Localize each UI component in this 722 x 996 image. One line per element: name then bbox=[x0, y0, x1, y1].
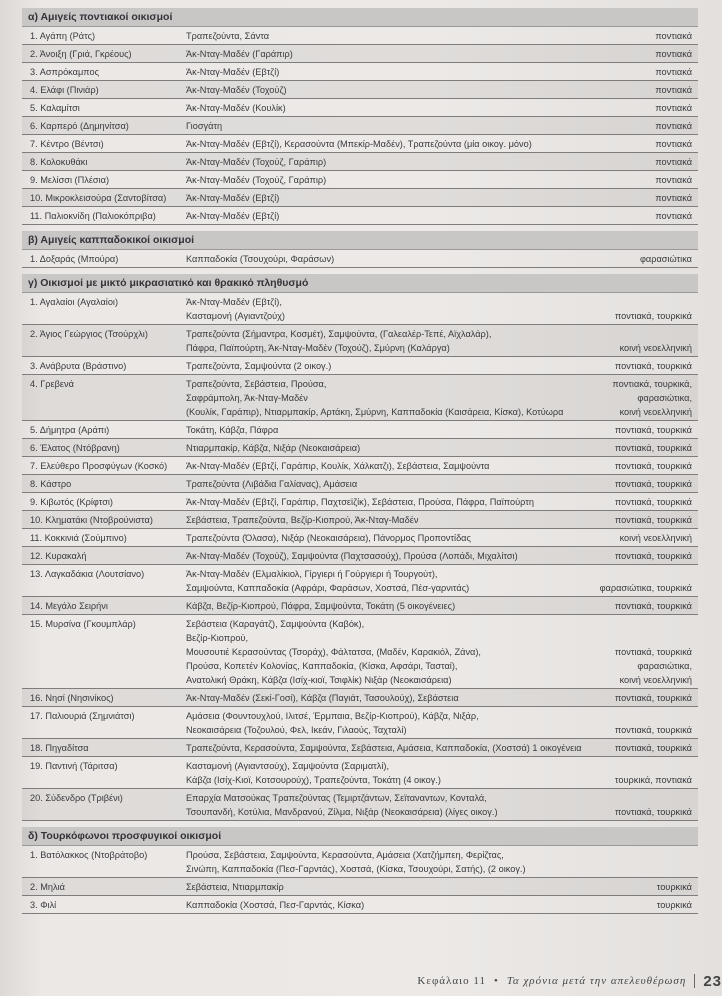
settlement-name: 8. Κάστρο bbox=[30, 479, 72, 489]
origin-cell bbox=[180, 135, 580, 152]
dialect-cell bbox=[580, 325, 698, 356]
dialect-line: ποντιακά bbox=[655, 193, 692, 203]
settlement-name: 11. Παλιοκνίδη (Παλιοκόπριβα) bbox=[30, 211, 156, 221]
origin-cell bbox=[180, 529, 580, 546]
origin-line: Τραπεζούντα (Σήμαντρα, Κοσμέτ), Σαμψούντα, (Γαλεαλέρ-Τεπέ, Αϊχλαλάρ), bbox=[186, 329, 492, 339]
origin-line: Άκ-Νταγ-Μαδέν (Εβτζί, Γαράπιρ, Παχτσεϊζίκ), Σεβάστεια, Προύσα, Πάφρα, Παϊπούρτη bbox=[186, 497, 534, 507]
dialect-line: ποντιακά, τουρκικά bbox=[614, 443, 692, 453]
origin-line: Τσουπανδή, Κοτύλια, Μανδρανού, Ζίλμα, Νιξάρ (Νεοκαισάρεια) (λίγες οικογ.) bbox=[186, 807, 498, 817]
section bbox=[22, 274, 698, 821]
dialect-cell bbox=[580, 878, 698, 895]
origin-line: Επαρχία Ματσούκας Τραπεζούντας (Τεμιρτζάντων, Σεϊταναντων, Κονταλά, bbox=[186, 793, 487, 803]
dialect-cell bbox=[580, 615, 698, 688]
origin-cell bbox=[180, 99, 580, 116]
dialect-line: ποντιακά bbox=[655, 103, 692, 113]
dialect-line: ποντιακά, τουρκικά bbox=[614, 551, 692, 561]
dialect-cell bbox=[580, 135, 698, 152]
dialect-cell bbox=[580, 457, 698, 474]
section-heading: δ) Τουρκόφωνοι προσφυγικοί οικισμοί bbox=[22, 827, 698, 846]
dialect-line: φαρασιώτικα, bbox=[637, 393, 692, 403]
origin-cell bbox=[180, 250, 580, 267]
dialect-line: ποντιακά bbox=[655, 67, 692, 77]
footer-chapter: Κεφάλαιο 11 bbox=[417, 975, 486, 987]
table-row bbox=[22, 707, 698, 739]
page-number: 23 bbox=[703, 972, 722, 990]
dialect-cell bbox=[580, 547, 698, 564]
origin-cell bbox=[180, 27, 580, 44]
section bbox=[22, 231, 698, 268]
settlement-name: 10. Μικροκλεισούρα (Σαντοβίτσα) bbox=[30, 193, 167, 203]
origin-cell bbox=[180, 493, 580, 510]
dialect-cell bbox=[580, 45, 698, 62]
dialect-line: ποντιακά bbox=[655, 121, 692, 131]
origin-line: Προύσα, Κοπετέν Κολονίας, Καππαδοκία, (Κίσκα, Αφσάρι, Τασταί), bbox=[186, 661, 458, 671]
origin-line: Τραπεζούντα (Όλασα), Νιξάρ (Νεοκαισάρεια), Πάνορμος Προποντίδας bbox=[186, 533, 471, 543]
origin-line: Σεβάστεια, Τραπεζούντα, Βεζίρ-Κιοπρού, Άκ-Νταγ-Μαδέν bbox=[186, 515, 419, 525]
table-row bbox=[22, 439, 698, 457]
section-heading: γ) Οικισμοί με μικτό μικρασιατικό και θρακικό πληθυσμό bbox=[22, 274, 698, 293]
dialect-cell bbox=[580, 171, 698, 188]
settlement-name: 18. Πηγαδίτσα bbox=[30, 743, 89, 753]
origin-cell bbox=[180, 896, 580, 913]
dialect-line: ποντιακά, τουρκικά bbox=[614, 807, 692, 817]
table-row bbox=[22, 421, 698, 439]
origin-cell bbox=[180, 439, 580, 456]
settlement-name: 2. Άγιος Γεώργιος (Τσούρχλι) bbox=[30, 329, 148, 339]
table-row bbox=[22, 493, 698, 511]
table-row bbox=[22, 739, 698, 757]
table-row bbox=[22, 878, 698, 896]
section bbox=[22, 8, 698, 225]
dialect-line: ποντιακά bbox=[655, 211, 692, 221]
dialect-line: κοινή νεοελληνική bbox=[619, 533, 692, 543]
origin-cell bbox=[180, 63, 580, 80]
origin-line: Τραπεζούντα, Κερασούντα, Σαμψούντα, Σεβάστεια, Αμάσεια, Καππαδοκία, (Χοστσά) 1 οικογένεια bbox=[186, 743, 582, 753]
dialect-cell bbox=[580, 81, 698, 98]
table-row bbox=[22, 171, 698, 189]
origin-cell bbox=[180, 117, 580, 134]
origin-line: Σεβάστεια (Καραγάτζ), Σαμψούντα (Καβόκ), bbox=[186, 619, 365, 629]
dialect-line: τουρκικά, ποντιακά bbox=[614, 775, 692, 785]
dialect-cell bbox=[580, 189, 698, 206]
dialect-line: ποντιακά, τουρκικά, bbox=[612, 379, 692, 389]
dialect-cell bbox=[580, 375, 698, 420]
settlement-name: 7. Ελεύθερο Προσφύγων (Κοσκό) bbox=[30, 461, 168, 471]
origin-cell bbox=[180, 789, 580, 820]
settlement-name: 5. Δήμητρα (Αράπι) bbox=[30, 425, 110, 435]
dialect-line: ποντιακά, τουρκικά bbox=[614, 461, 692, 471]
dialect-line: ποντιακά, τουρκικά bbox=[614, 647, 692, 657]
origin-line: Άκ-Νταγ-Μαδέν (Εβτζί) bbox=[186, 211, 280, 221]
dialect-cell bbox=[580, 565, 698, 596]
settlements-table bbox=[22, 8, 698, 920]
table-row bbox=[22, 896, 698, 914]
dialect-cell bbox=[580, 789, 698, 820]
origin-line: Καππαδοκία (Χοστσά, Πεσ-Γαρντάς, Κίσκα) bbox=[186, 900, 365, 910]
origin-line: Τραπεζούντα, Σάντα bbox=[186, 31, 270, 41]
table-row bbox=[22, 511, 698, 529]
section-heading: α) Αμιγείς ποντιακοί οικισμοί bbox=[22, 8, 698, 27]
settlement-name: 15. Μυρσίνα (Γκουμπλάρ) bbox=[30, 619, 136, 629]
origin-cell bbox=[180, 475, 580, 492]
page-footer bbox=[417, 970, 722, 992]
table-row bbox=[22, 325, 698, 357]
dialect-cell bbox=[580, 757, 698, 788]
dialect-cell bbox=[580, 739, 698, 756]
origin-cell bbox=[180, 207, 580, 224]
table-row bbox=[22, 475, 698, 493]
dialect-line: ποντιακά, τουρκικά bbox=[614, 515, 692, 525]
dialect-line: φαρασιώτικα bbox=[639, 254, 692, 264]
footer-divider bbox=[694, 974, 695, 988]
table-row bbox=[22, 293, 698, 325]
dialect-line: ποντιακά bbox=[655, 157, 692, 167]
origin-line: Άκ-Νταγ-Μαδέν (Εβτζί, Γαράπιρ, Κουλίκ, Χάλκατζι), Σεβάστεια, Σαμψούντα bbox=[186, 461, 490, 471]
origin-line: Καππαδοκία (Τσουχούρι, Φαράσων) bbox=[186, 254, 335, 264]
origin-line: Αμάσεια (Φουντουχλού, Ιλιτσέ, Έρμπαια, Βεζίρ-Κιοπρού), Κάβζα, Νιξάρ, bbox=[186, 711, 479, 721]
origin-cell bbox=[180, 547, 580, 564]
origin-line: Πάφρα, Παϊπούρτη, Άκ-Νταγ-Μαδέν (Τοχούζ), Σμύρνη (Καλάργα) bbox=[186, 343, 450, 353]
settlement-name: 9. Μελίσσι (Πλέσια) bbox=[30, 175, 109, 185]
origin-line: Τραπεζούντα, Σαμψούντα (2 οικογ.) bbox=[186, 361, 332, 371]
origin-cell bbox=[180, 597, 580, 614]
dialect-line: ποντιακά, τουρκικά bbox=[614, 497, 692, 507]
origin-line: Άκ-Νταγ-Μαδέν (Εβτζί), Κερασούντα (Μπεκίρ-Μαδέν), Τραπεζούντα (μία οικογ. μόνο) bbox=[186, 139, 532, 149]
origin-cell bbox=[180, 846, 580, 877]
origin-cell bbox=[180, 153, 580, 170]
settlement-name: 20. Σύδενδρο (Τριβένι) bbox=[30, 793, 123, 803]
table-row bbox=[22, 63, 698, 81]
origin-line: Προύσα, Σεβάστεια, Σαμψούντα, Κερασούντα, Αμάσεια (Χατζήμπεη, Φερίζτας, bbox=[186, 850, 504, 860]
dialect-cell bbox=[580, 707, 698, 738]
origin-line: Άκ-Νταγ-Μαδέν (Εβτζί), bbox=[186, 297, 282, 307]
origin-cell bbox=[180, 757, 580, 788]
settlement-name: 17. Παλιουριά (Σημνιάτσι) bbox=[30, 711, 135, 721]
dialect-line: κοινή νεοελληνική bbox=[619, 407, 692, 417]
dialect-cell bbox=[580, 493, 698, 510]
table-row bbox=[22, 81, 698, 99]
table-row bbox=[22, 250, 698, 268]
dialect-cell bbox=[580, 511, 698, 528]
settlement-name: 1. Αγαλαίοι (Αγαλαίοι) bbox=[30, 297, 119, 307]
origin-cell bbox=[180, 565, 580, 596]
table-row bbox=[22, 789, 698, 821]
settlement-name: 9. Κιβωτός (Κρίφτσι) bbox=[30, 497, 113, 507]
dialect-cell bbox=[580, 99, 698, 116]
dialect-cell bbox=[580, 207, 698, 224]
dialect-cell bbox=[580, 597, 698, 614]
origin-line: Βεζίρ-Κιοπρού, bbox=[186, 633, 249, 643]
settlement-name: 3. Φιλί bbox=[30, 900, 57, 910]
dialect-cell bbox=[580, 421, 698, 438]
dialect-line: ποντιακά bbox=[655, 31, 692, 41]
origin-line: Άκ-Νταγ-Μαδέν (Εβτζί) bbox=[186, 67, 280, 77]
settlement-name: 4. Γρεβενά bbox=[30, 379, 74, 389]
dialect-cell bbox=[580, 896, 698, 913]
settlement-name: 1. Αγάπη (Ράτς) bbox=[30, 31, 96, 41]
origin-cell bbox=[180, 45, 580, 62]
settlement-name: 16. Νησί (Νησινίκος) bbox=[30, 693, 114, 703]
settlement-name: 11. Κοκκινιά (Σούμπινο) bbox=[30, 533, 127, 543]
table-row bbox=[22, 375, 698, 421]
table-row bbox=[22, 457, 698, 475]
origin-line: Σινώπη, Καππαδοκία (Πεσ-Γαρντάς), Χοστσά, (Κίσκα, Τσουχούρι, Σατής), (2 οικογ.) bbox=[186, 864, 526, 874]
table-row bbox=[22, 846, 698, 878]
settlement-name: 2. Μηλιά bbox=[30, 882, 65, 892]
dialect-cell bbox=[580, 27, 698, 44]
table-row bbox=[22, 529, 698, 547]
dialect-cell bbox=[580, 153, 698, 170]
origin-line: Νεοκαισάρεια (Τοζουλού, Φελ, Ικεάν, Γιλαούς, Ταχταλί) bbox=[186, 725, 407, 735]
origin-line: Σαμψούντα, Καππαδοκία (Αφράρι, Φαράσων, Χοστσά, Πέσ-γαρνιτάς) bbox=[186, 583, 470, 593]
table-row bbox=[22, 597, 698, 615]
origin-cell bbox=[180, 171, 580, 188]
origin-line: Άκ-Νταγ-Μαδέν (Σεκί-Γοσί), Κάβζα (Παγιάτ, Τασουλούχ), Σεβάστεια bbox=[186, 693, 459, 703]
settlement-name: 8. Κολοκυθάκι bbox=[30, 157, 88, 167]
settlement-name: 3. Ασπρόκαμπος bbox=[30, 67, 100, 77]
origin-line: Ανατολική Θράκη, Κάβζα (Ισίχ-κιοϊ, Τσιφλίκ) Νιξάρ (Νεοκαισάρεια) bbox=[186, 675, 452, 685]
origin-line: Άκ-Νταγ-Μαδέν (Ελμαλίκιολ, Γίργιερι ή Γούργιερι ή Τουργούτ), bbox=[186, 569, 438, 579]
dialect-line: ποντιακά bbox=[655, 175, 692, 185]
origin-line: Τραπεζούντα (Λιβάδια Γαλίανας), Αμάσεια bbox=[186, 479, 358, 489]
table-row bbox=[22, 615, 698, 689]
settlement-name: 2. Άνοιξη (Γριά, Γκρέους) bbox=[30, 49, 132, 59]
dialect-line: ποντιακά bbox=[655, 49, 692, 59]
dialect-line: ποντιακά, τουρκικά bbox=[614, 743, 692, 753]
origin-line: Τοκάτη, Κάβζα, Πάφρα bbox=[186, 425, 279, 435]
origin-line: Τραπεζούντα, Σεβάστεια, Προύσα, bbox=[186, 379, 327, 389]
origin-line: Κασταμονή (Αγιαντσούχ), Σαμψούντα (Σαριματλί), bbox=[186, 761, 390, 771]
table-row bbox=[22, 207, 698, 225]
dialect-cell bbox=[580, 846, 698, 877]
dialect-line: ποντιακά, τουρκικά bbox=[614, 311, 692, 321]
dialect-line: ποντιακά, τουρκικά bbox=[614, 361, 692, 371]
dialect-line: φαρασιώτικα, τουρκικά bbox=[599, 583, 692, 593]
origin-cell bbox=[180, 615, 580, 688]
origin-cell bbox=[180, 739, 580, 756]
table-row bbox=[22, 565, 698, 597]
origin-line: Κάβζα (Ισίχ-Κιοϊ, Κοτσουρούχ), Τραπεζούντα, Τοκάτη (4 οικογ.) bbox=[186, 775, 441, 785]
origin-line: (Κουλίκ, Γαράπιρ), Ντιαρμπακίρ, Αρτάκη, Σμύρνη, Καππαδοκία (Καισάρεια, Κίσκα), Κοτύωρα bbox=[186, 407, 564, 417]
origin-cell bbox=[180, 81, 580, 98]
settlement-name: 10. Κληματάκι (Ντοβρούνιστα) bbox=[30, 515, 153, 525]
origin-cell bbox=[180, 707, 580, 738]
table-row bbox=[22, 547, 698, 565]
table-row bbox=[22, 689, 698, 707]
origin-line: Άκ-Νταγ-Μαδέν (Τοχούζ, Γαράπιρ) bbox=[186, 157, 327, 167]
origin-cell bbox=[180, 357, 580, 374]
settlement-name: 12. Κυρακαλή bbox=[30, 551, 87, 561]
dialect-line: τουρκικά bbox=[656, 882, 692, 892]
settlement-name: 3. Ανάβρυτα (Βράστινο) bbox=[30, 361, 127, 371]
dialect-cell bbox=[580, 250, 698, 267]
origin-line: Άκ-Νταγ-Μαδέν (Τοχούζ, Γαράπιρ) bbox=[186, 175, 327, 185]
origin-cell bbox=[180, 689, 580, 706]
dialect-cell bbox=[580, 529, 698, 546]
origin-line: Κασταμονή (Αγιαντζούχ) bbox=[186, 311, 285, 321]
dialect-line: τουρκικά bbox=[656, 900, 692, 910]
settlement-name: 19. Παντινή (Τάριτσα) bbox=[30, 761, 118, 771]
dialect-line: ποντιακά bbox=[655, 85, 692, 95]
origin-line: Σαφράμπολη, Άκ-Νταγ-Μαδέν bbox=[186, 393, 308, 403]
dialect-line: κοινή νεοελληνική bbox=[619, 343, 692, 353]
settlement-name: 14. Μεγάλο Σειρήνι bbox=[30, 601, 108, 611]
origin-line: Άκ-Νταγ-Μαδέν (Κουλίκ) bbox=[186, 103, 286, 113]
origin-cell bbox=[180, 457, 580, 474]
origin-line: Ντιαρμπακίρ, Κάβζα, Νιξάρ (Νεοκαισάρεια) bbox=[186, 443, 361, 453]
table-row bbox=[22, 757, 698, 789]
section bbox=[22, 827, 698, 914]
section-heading: β) Αμιγείς καππαδοκικοί οικισμοί bbox=[22, 231, 698, 250]
settlement-name: 13. Λαγκαδάκια (Λουτσίανο) bbox=[30, 569, 145, 579]
origin-line: Άκ-Νταγ-Μαδέν (Εβτζί) bbox=[186, 193, 280, 203]
origin-line: Άκ-Νταγ-Μαδέν (Τοχούζ), Σαμψούντα (Παχτσασούχ), Προύσα (Λοπάδι, Μιχαλίτσι) bbox=[186, 551, 518, 561]
origin-cell bbox=[180, 511, 580, 528]
table-row bbox=[22, 117, 698, 135]
table-row bbox=[22, 357, 698, 375]
origin-cell bbox=[180, 375, 580, 420]
dialect-line: ποντιακά, τουρκικά bbox=[614, 425, 692, 435]
table-row bbox=[22, 135, 698, 153]
table-row bbox=[22, 27, 698, 45]
table-row bbox=[22, 45, 698, 63]
dialect-line: ποντιακά bbox=[655, 139, 692, 149]
dialect-line: ποντιακά, τουρκικά bbox=[614, 725, 692, 735]
settlement-name: 1. Δοξαράς (Μπούρα) bbox=[30, 254, 119, 264]
origin-cell bbox=[180, 878, 580, 895]
footer-subtitle: Τα χρόνια μετά την απελευθέρωση bbox=[506, 975, 687, 987]
origin-line: Σεβάστεια, Ντιαρμπακίρ bbox=[186, 882, 284, 892]
dialect-cell bbox=[580, 357, 698, 374]
origin-line: Κάβζα, Βεζίρ-Κιοπρού, Πάφρα, Σαμψούντα, Τοκάτη (5 οικογένειες) bbox=[186, 601, 456, 611]
settlement-name: 6. Έλατος (Ντόβρανη) bbox=[30, 443, 120, 453]
origin-line: Άκ-Νταγ-Μαδέν (Τοχούζ) bbox=[186, 85, 287, 95]
origin-cell bbox=[180, 293, 580, 324]
settlement-name: 4. Ελάφι (Πινιάρ) bbox=[30, 85, 99, 95]
settlement-name: 6. Καρπερό (Δημηνίτσα) bbox=[30, 121, 129, 131]
settlement-name: 1. Βατόλακκος (Ντοβράτοβο) bbox=[30, 850, 148, 860]
dialect-line: φαρασιώτικα, bbox=[637, 661, 692, 671]
origin-cell bbox=[180, 325, 580, 356]
dialect-line: ποντιακά, τουρκικά bbox=[614, 479, 692, 489]
table-row bbox=[22, 189, 698, 207]
dialect-cell bbox=[580, 63, 698, 80]
origin-line: Γιοσγάτη bbox=[186, 121, 223, 131]
dialect-line: κοινή νεοελληνική bbox=[619, 675, 692, 685]
origin-line: Άκ-Νταγ-Μαδέν (Γαράπιρ) bbox=[186, 49, 293, 59]
settlement-name: 5. Καλαμίτσι bbox=[30, 103, 80, 113]
dialect-line: ποντιακά, τουρκικά bbox=[614, 601, 692, 611]
dialect-cell bbox=[580, 689, 698, 706]
dialect-cell bbox=[580, 117, 698, 134]
table-row bbox=[22, 153, 698, 171]
footer-bullet: • bbox=[493, 975, 499, 987]
origin-cell bbox=[180, 421, 580, 438]
settlement-name: 7. Κέντρο (Βέντσι) bbox=[30, 139, 104, 149]
origin-line: Μουσουτιέ Κερασούντας (Τσοράχ), Φάλτατσα, (Μαδέν, Καρακιόλ, Ζάνα), bbox=[186, 647, 481, 657]
table-row bbox=[22, 99, 698, 117]
dialect-cell bbox=[580, 475, 698, 492]
dialect-cell bbox=[580, 293, 698, 324]
origin-cell bbox=[180, 189, 580, 206]
dialect-cell bbox=[580, 439, 698, 456]
dialect-line: ποντιακά, τουρκικά bbox=[614, 693, 692, 703]
